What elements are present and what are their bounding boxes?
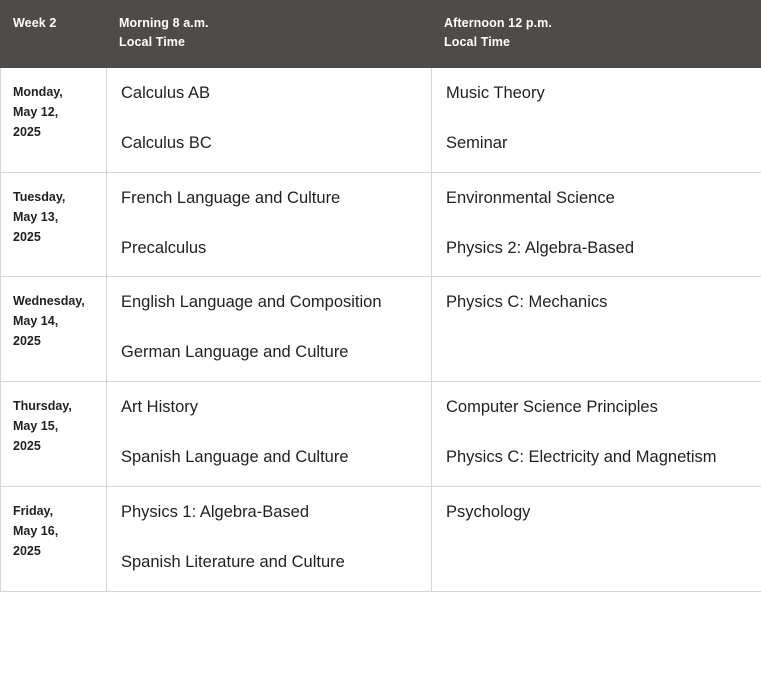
header-afternoon <box>432 1 761 68</box>
exam-item: Physics C: Mechanics <box>446 293 608 312</box>
day-weekday: Thursday, <box>13 399 72 414</box>
day-cell <box>1 172 107 277</box>
table-row <box>1 487 761 592</box>
day-year: 2025 <box>13 439 41 454</box>
day-cell <box>1 487 107 592</box>
exam-item: Environmental Science <box>446 188 615 207</box>
header-morning-line1: Morning 8 a.m. <box>119 16 209 30</box>
morning-exams <box>107 67 432 172</box>
exam-item: Seminar <box>446 133 508 152</box>
morning-exams <box>107 172 432 277</box>
day-year: 2025 <box>13 334 41 349</box>
day-year: 2025 <box>13 124 41 139</box>
day-weekday: Monday, <box>13 84 63 99</box>
header-morning <box>107 1 432 68</box>
exam-item: Calculus AB <box>121 83 210 102</box>
table-header-row <box>1 1 761 68</box>
day-weekday: Tuesday, <box>13 189 66 204</box>
exam-item: Physics 2: Algebra-Based <box>446 238 635 257</box>
exam-item: Computer Science Principles <box>446 398 658 417</box>
header-morning-line2: Local Time <box>119 35 186 50</box>
day-date: May 12, <box>13 104 59 119</box>
day-weekday: Friday, <box>13 504 54 519</box>
header-week <box>1 1 107 68</box>
table-body <box>1 67 761 591</box>
exam-item: German Language and Culture <box>121 343 349 362</box>
exam-item: Physics C: Electricity and Magnetism <box>446 448 717 467</box>
header-afternoon-line1: Afternoon 12 p.m. <box>444 16 552 30</box>
day-date: May 14, <box>13 314 59 329</box>
afternoon-exams <box>432 172 761 277</box>
day-date: May 16, <box>13 524 59 539</box>
header-afternoon-line2: Local Time <box>444 35 511 50</box>
exam-item: French Language and Culture <box>121 188 341 207</box>
afternoon-exams <box>432 277 761 382</box>
exam-item: Calculus BC <box>121 133 212 152</box>
day-date: May 13, <box>13 209 59 224</box>
day-year: 2025 <box>13 229 41 244</box>
exam-item: Music Theory <box>446 83 545 102</box>
day-cell <box>1 382 107 487</box>
exam-item: Spanish Language and Culture <box>121 448 349 467</box>
exam-item: Physics 1: Algebra-Based <box>121 503 310 522</box>
table-row <box>1 277 761 382</box>
morning-exams <box>107 382 432 487</box>
morning-exams <box>107 487 432 592</box>
day-year: 2025 <box>13 544 41 559</box>
table-row <box>1 172 761 277</box>
table-row <box>1 382 761 487</box>
exam-item: Precalculus <box>121 238 207 257</box>
morning-exams <box>107 277 432 382</box>
day-cell <box>1 67 107 172</box>
day-weekday: Wednesday, <box>13 294 85 309</box>
afternoon-exams <box>432 67 761 172</box>
exam-item: Psychology <box>446 503 531 522</box>
table-header <box>1 1 761 68</box>
exam-item: Art History <box>121 398 199 417</box>
table-row <box>1 67 761 172</box>
afternoon-exams <box>432 382 761 487</box>
exam-item: Spanish Literature and Culture <box>121 553 345 572</box>
header-week-line1: Week 2 <box>13 16 57 30</box>
day-cell <box>1 277 107 382</box>
day-date: May 15, <box>13 419 59 434</box>
afternoon-exams <box>432 487 761 592</box>
exam-item: English Language and Composition <box>121 293 382 312</box>
